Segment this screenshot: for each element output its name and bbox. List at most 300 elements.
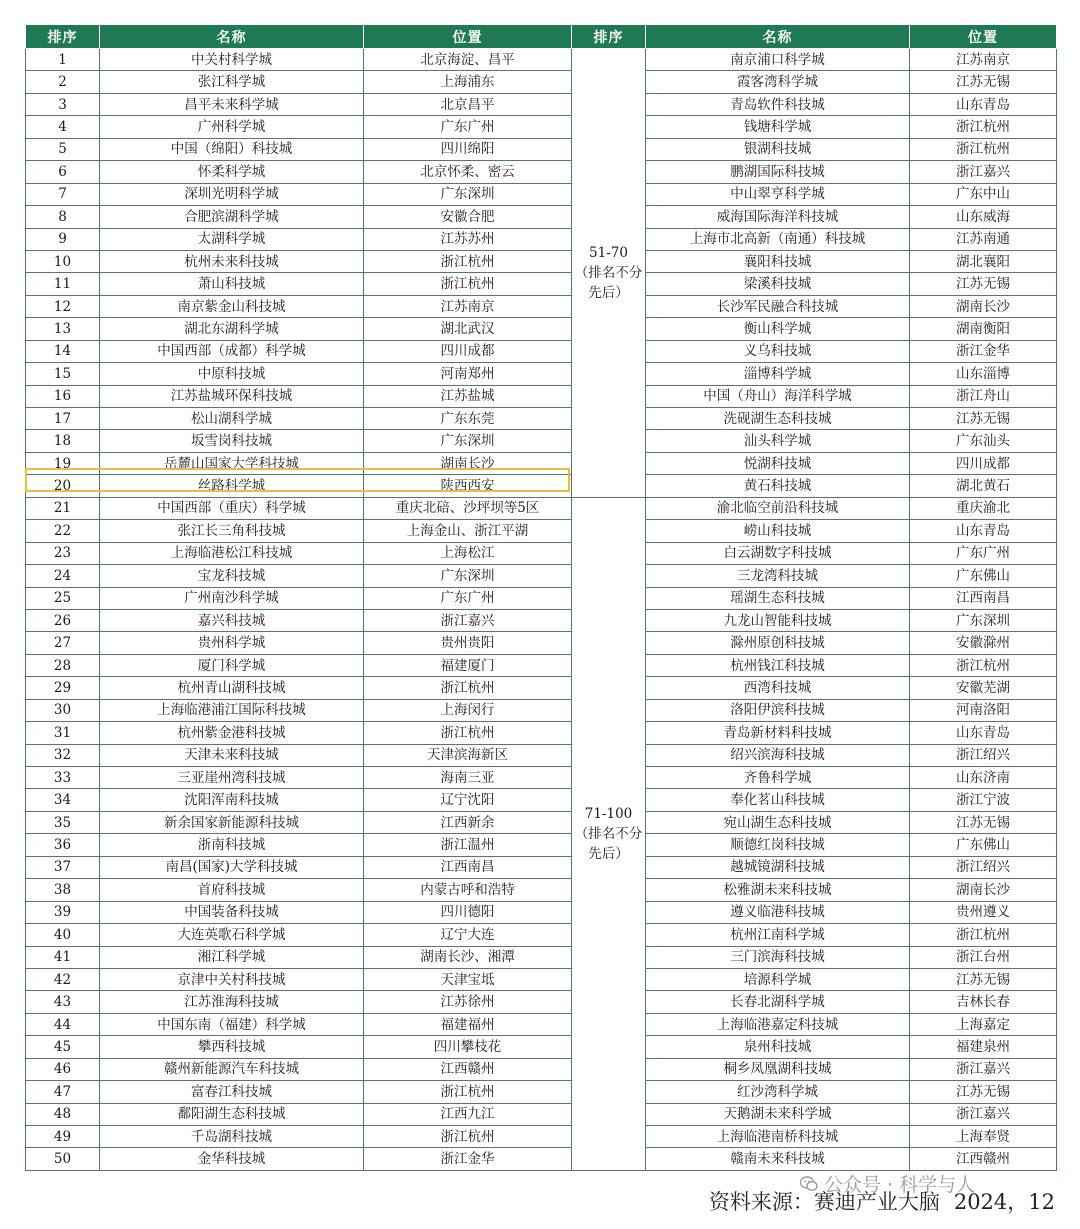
location-cell: 广东深圳 <box>364 183 572 205</box>
table-row <box>26 408 1057 430</box>
rank-cell: 44 <box>26 1013 100 1035</box>
location-cell: 北京怀柔、密云 <box>364 161 572 183</box>
header-name: 名称 <box>100 25 364 49</box>
name-cell: 上海临港松江科技城 <box>100 542 364 564</box>
location-cell: 江苏盐城 <box>364 385 572 407</box>
name-cell: 太湖科学城 <box>100 228 364 250</box>
location-cell-right: 安徽滁州 <box>910 632 1057 654</box>
rank-cell: 27 <box>26 632 100 654</box>
location-cell: 福建厦门 <box>364 654 572 676</box>
name-cell: 松山湖科学城 <box>100 408 364 430</box>
name-cell-right: 梁溪科技城 <box>646 273 910 295</box>
table-row <box>26 699 1057 721</box>
location-cell: 湖北武汉 <box>364 318 572 340</box>
name-cell-right: 滁州原创科技城 <box>646 632 910 654</box>
name-cell: 张江长三角科技城 <box>100 520 364 542</box>
name-cell-right: 衡山科学城 <box>646 318 910 340</box>
table-row <box>26 93 1057 115</box>
name-cell-right: 青岛新材料科技城 <box>646 722 910 744</box>
rank-cell: 25 <box>26 587 100 609</box>
name-cell: 新余国家新能源科技城 <box>100 811 364 833</box>
table-row <box>26 1058 1057 1080</box>
location-cell-right: 湖南长沙 <box>910 879 1057 901</box>
location-cell: 四川德阳 <box>364 901 572 923</box>
location-cell-right: 福建泉州 <box>910 1036 1057 1058</box>
location-cell-right: 广东汕头 <box>910 430 1057 452</box>
location-cell-right: 广东佛山 <box>910 834 1057 856</box>
location-cell: 江西南昌 <box>364 856 572 878</box>
name-cell-right: 上海市北高新（南通）科技城 <box>646 228 910 250</box>
footer-source: 赛迪产业大脑 <box>813 1190 940 1214</box>
rank-cell: 23 <box>26 542 100 564</box>
location-cell-right: 浙江舟山 <box>910 385 1057 407</box>
rank-cell: 37 <box>26 856 100 878</box>
location-cell: 海南三亚 <box>364 767 572 789</box>
name-cell: 丝路科学城 <box>100 475 364 497</box>
rank-cell: 15 <box>26 363 100 385</box>
location-cell: 重庆北碚、沙坪坝等5区 <box>364 497 572 519</box>
table-row <box>26 542 1057 564</box>
name-cell: 中关村科学城 <box>100 49 364 71</box>
location-cell: 江苏徐州 <box>364 991 572 1013</box>
rank-cell: 1 <box>26 49 100 71</box>
table-row <box>26 228 1057 250</box>
name-cell: 天津未来科技城 <box>100 744 364 766</box>
location-cell: 湖南长沙 <box>364 452 572 474</box>
rank-cell: 20 <box>26 475 100 497</box>
name-cell-right: 洗砚湖生态科技城 <box>646 408 910 430</box>
name-cell: 三亚崖州湾科技城 <box>100 767 364 789</box>
rank-cell: 28 <box>26 654 100 676</box>
rank-cell: 7 <box>26 183 100 205</box>
table-row <box>26 856 1057 878</box>
table-row <box>26 250 1057 272</box>
location-cell: 陕西西安 <box>364 475 572 497</box>
rank-cell: 45 <box>26 1036 100 1058</box>
rank-cell: 13 <box>26 318 100 340</box>
rank-cell: 33 <box>26 767 100 789</box>
rank-cell: 40 <box>26 924 100 946</box>
name-cell-right: 红沙湾科学城 <box>646 1081 910 1103</box>
name-cell-right: 霞客湾科学城 <box>646 71 910 93</box>
header-location-right: 位置 <box>910 25 1057 49</box>
location-cell-right: 广东广州 <box>910 542 1057 564</box>
rank-cell: 22 <box>26 520 100 542</box>
rank-cell: 8 <box>26 206 100 228</box>
name-cell-right: 顺德红岗科技城 <box>646 834 910 856</box>
table-row <box>26 901 1057 923</box>
table-body <box>26 49 1057 1171</box>
name-cell: 富春江科技城 <box>100 1081 364 1103</box>
location-cell-right: 浙江杭州 <box>910 116 1057 138</box>
name-cell: 嘉兴科技城 <box>100 609 364 631</box>
table-row <box>26 363 1057 385</box>
name-cell: 贵州科学城 <box>100 632 364 654</box>
location-cell: 江西新余 <box>364 811 572 833</box>
table-row <box>26 273 1057 295</box>
name-cell-right: 义乌科技城 <box>646 340 910 362</box>
location-cell: 浙江杭州 <box>364 677 572 699</box>
name-cell: 金华科技城 <box>100 1148 364 1170</box>
name-cell-right: 遵义临港科技城 <box>646 901 910 923</box>
name-cell-right: 上海临港南桥科技城 <box>646 1126 910 1148</box>
location-cell-right: 安徽芜湖 <box>910 677 1057 699</box>
location-cell: 四川绵阳 <box>364 138 572 160</box>
location-cell-right: 浙江绍兴 <box>910 744 1057 766</box>
table-row <box>26 49 1057 71</box>
location-cell: 江苏苏州 <box>364 228 572 250</box>
rank-cell: 9 <box>26 228 100 250</box>
location-cell-right: 江苏无锡 <box>910 811 1057 833</box>
rank-cell: 12 <box>26 295 100 317</box>
table-row <box>26 565 1057 587</box>
name-cell-right: 齐鲁科学城 <box>646 767 910 789</box>
location-cell: 四川攀枝花 <box>364 1036 572 1058</box>
name-cell: 岳麓山国家大学科技城 <box>100 452 364 474</box>
rank-group-cell <box>572 497 646 1170</box>
name-cell-right: 瑶湖生态科技城 <box>646 587 910 609</box>
name-cell: 厦门科学城 <box>100 654 364 676</box>
location-cell-right: 江苏无锡 <box>910 71 1057 93</box>
table-row <box>26 475 1057 497</box>
name-cell: 中国装备科技城 <box>100 901 364 923</box>
location-cell: 浙江杭州 <box>364 250 572 272</box>
location-cell-right: 河南洛阳 <box>910 699 1057 721</box>
rank-group-cell <box>572 49 646 498</box>
table-row <box>26 789 1057 811</box>
rank-cell: 30 <box>26 699 100 721</box>
location-cell: 安徽合肥 <box>364 206 572 228</box>
name-cell-right: 黄石科技城 <box>646 475 910 497</box>
header-location: 位置 <box>364 25 572 49</box>
table-row <box>26 946 1057 968</box>
location-cell: 上海松江 <box>364 542 572 564</box>
rank-cell: 16 <box>26 385 100 407</box>
name-cell: 千岛湖科技城 <box>100 1126 364 1148</box>
name-cell-right: 崂山科技城 <box>646 520 910 542</box>
location-cell-right: 江苏南通 <box>910 228 1057 250</box>
name-cell: 合肥滨湖科学城 <box>100 206 364 228</box>
name-cell: 广州南沙科学城 <box>100 587 364 609</box>
table-row <box>26 116 1057 138</box>
location-cell-right: 浙江绍兴 <box>910 856 1057 878</box>
name-cell-right: 松雅湖未来科技城 <box>646 879 910 901</box>
location-cell: 浙江杭州 <box>364 722 572 744</box>
name-cell: 坂雪岗科技城 <box>100 430 364 452</box>
table-row <box>26 1081 1057 1103</box>
table-row <box>26 340 1057 362</box>
table-row <box>26 1036 1057 1058</box>
name-cell-right: 赣南未来科技城 <box>646 1148 910 1170</box>
name-cell-right: 鹏湖国际科技城 <box>646 161 910 183</box>
location-cell: 福建福州 <box>364 1013 572 1035</box>
location-cell-right: 湖北黄石 <box>910 475 1057 497</box>
table-row <box>26 609 1057 631</box>
rank-cell: 11 <box>26 273 100 295</box>
table-row <box>26 677 1057 699</box>
name-cell: 中国西部（重庆）科学城 <box>100 497 364 519</box>
location-cell: 广东深圳 <box>364 430 572 452</box>
name-cell-right: 三门滨海科技城 <box>646 946 910 968</box>
location-cell-right: 江西南昌 <box>910 587 1057 609</box>
rank-cell: 19 <box>26 452 100 474</box>
table-row <box>26 968 1057 990</box>
name-cell: 南京紫金山科技城 <box>100 295 364 317</box>
rank-cell: 10 <box>26 250 100 272</box>
table-row <box>26 654 1057 676</box>
location-cell-right: 江苏无锡 <box>910 968 1057 990</box>
location-cell: 江西赣州 <box>364 1058 572 1080</box>
rank-cell: 29 <box>26 677 100 699</box>
location-cell: 贵州贵阳 <box>364 632 572 654</box>
rank-cell: 5 <box>26 138 100 160</box>
name-cell-right: 杭州钱江科技城 <box>646 654 910 676</box>
name-cell-right: 泉州科技城 <box>646 1036 910 1058</box>
table-row <box>26 1126 1057 1148</box>
name-cell: 深圳光明科学城 <box>100 183 364 205</box>
table-row <box>26 767 1057 789</box>
table-row <box>26 632 1057 654</box>
rank-cell: 34 <box>26 789 100 811</box>
location-cell-right: 浙江台州 <box>910 946 1057 968</box>
name-cell-right: 天鹅湖未来科学城 <box>646 1103 910 1125</box>
name-cell-right: 杭州江南科学城 <box>646 924 910 946</box>
rank-cell: 24 <box>26 565 100 587</box>
location-cell: 广东广州 <box>364 116 572 138</box>
location-cell-right: 浙江嘉兴 <box>910 1058 1057 1080</box>
name-cell: 江苏盐城环保科技城 <box>100 385 364 407</box>
rank-cell: 49 <box>26 1126 100 1148</box>
table-row <box>26 430 1057 452</box>
name-cell-right: 西湾科技城 <box>646 677 910 699</box>
name-cell: 萧山科技城 <box>100 273 364 295</box>
rank-cell: 43 <box>26 991 100 1013</box>
location-cell: 北京昌平 <box>364 93 572 115</box>
name-cell-right: 淄博科学城 <box>646 363 910 385</box>
name-cell: 鄱阳湖生态科技城 <box>100 1103 364 1125</box>
name-cell-right: 上海临港嘉定科技城 <box>646 1013 910 1035</box>
location-cell-right: 湖南衡阳 <box>910 318 1057 340</box>
location-cell: 上海金山、浙江平湖 <box>364 520 572 542</box>
location-cell-right: 浙江金华 <box>910 340 1057 362</box>
name-cell-right: 南京浦口科学城 <box>646 49 910 71</box>
header-name-right: 名称 <box>646 25 910 49</box>
location-cell-right: 江苏无锡 <box>910 273 1057 295</box>
table-row <box>26 206 1057 228</box>
location-cell-right: 浙江嘉兴 <box>910 1103 1057 1125</box>
location-cell: 天津滨海新区 <box>364 744 572 766</box>
header-rank: 排序 <box>26 25 100 49</box>
name-cell: 杭州未来科技城 <box>100 250 364 272</box>
rank-cell: 17 <box>26 408 100 430</box>
rank-cell: 26 <box>26 609 100 631</box>
name-cell-right: 九龙山智能科技城 <box>646 609 910 631</box>
location-cell-right: 浙江宁波 <box>910 789 1057 811</box>
name-cell: 上海临港浦江国际科技城 <box>100 699 364 721</box>
location-cell: 辽宁沈阳 <box>364 789 572 811</box>
table-row <box>26 295 1057 317</box>
table-row <box>26 924 1057 946</box>
location-cell-right: 湖北襄阳 <box>910 250 1057 272</box>
name-cell-right: 威海国际海洋科技城 <box>646 206 910 228</box>
name-cell: 大连英歌石科学城 <box>100 924 364 946</box>
watermark-text: 公众号 · 科学与人 <box>824 1174 976 1196</box>
name-cell-right: 渝北临空前沿科技城 <box>646 497 910 519</box>
rank-cell: 32 <box>26 744 100 766</box>
location-cell-right: 四川成都 <box>910 452 1057 474</box>
rank-cell: 42 <box>26 968 100 990</box>
table-row <box>26 587 1057 609</box>
name-cell: 首府科技城 <box>100 879 364 901</box>
table-row <box>26 879 1057 901</box>
location-cell: 北京海淀、昌平 <box>364 49 572 71</box>
name-cell: 江苏淮海科技城 <box>100 991 364 1013</box>
table-row <box>26 318 1057 340</box>
location-cell-right: 山东淄博 <box>910 363 1057 385</box>
location-cell: 广东东莞 <box>364 408 572 430</box>
name-cell-right: 银湖科技城 <box>646 138 910 160</box>
name-cell-right: 长沙军民融合科技城 <box>646 295 910 317</box>
source-footer <box>709 1186 1055 1216</box>
name-cell-right: 襄阳科技城 <box>646 250 910 272</box>
table-row <box>26 385 1057 407</box>
location-cell: 广东广州 <box>364 587 572 609</box>
rank-cell: 39 <box>26 901 100 923</box>
location-cell-right: 上海嘉定 <box>910 1013 1057 1035</box>
name-cell: 宝龙科技城 <box>100 565 364 587</box>
table-row <box>26 161 1057 183</box>
table-row <box>26 497 1057 519</box>
name-cell: 攀西科技城 <box>100 1036 364 1058</box>
location-cell: 江西九江 <box>364 1103 572 1125</box>
name-cell: 怀柔科学城 <box>100 161 364 183</box>
location-cell: 浙江杭州 <box>364 273 572 295</box>
location-cell: 上海闵行 <box>364 699 572 721</box>
table-row <box>26 834 1057 856</box>
location-cell: 浙江温州 <box>364 834 572 856</box>
location-cell-right: 山东青岛 <box>910 93 1057 115</box>
table-row <box>26 991 1057 1013</box>
name-cell: 京津中关村科技城 <box>100 968 364 990</box>
header-rank-right: 排序 <box>572 25 646 49</box>
name-cell-right: 钱塘科学城 <box>646 116 910 138</box>
location-cell: 辽宁大连 <box>364 924 572 946</box>
location-cell-right: 上海奉贤 <box>910 1126 1057 1148</box>
table-row <box>26 520 1057 542</box>
location-cell-right: 广东佛山 <box>910 565 1057 587</box>
rank-cell: 31 <box>26 722 100 744</box>
footer-label: 资料来源： <box>708 1190 814 1214</box>
table-row <box>26 183 1057 205</box>
rank-group-note: （排名不分先后） <box>574 825 643 862</box>
name-cell: 浙南科技城 <box>100 834 364 856</box>
name-cell-right: 洛阳伊滨科技城 <box>646 699 910 721</box>
name-cell: 中原科技城 <box>100 363 364 385</box>
name-cell: 张江科学城 <box>100 71 364 93</box>
name-cell: 沈阳浑南科技城 <box>100 789 364 811</box>
table-row <box>26 744 1057 766</box>
name-cell-right: 三龙湾科技城 <box>646 565 910 587</box>
table-row <box>26 452 1057 474</box>
location-cell-right: 山东青岛 <box>910 520 1057 542</box>
rank-cell: 38 <box>26 879 100 901</box>
location-cell-right: 广东深圳 <box>910 609 1057 631</box>
rank-cell: 21 <box>26 497 100 519</box>
location-cell: 河南郑州 <box>364 363 572 385</box>
location-cell: 浙江金华 <box>364 1148 572 1170</box>
location-cell: 上海浦东 <box>364 71 572 93</box>
ranking-table <box>25 24 1057 1171</box>
name-cell-right: 青岛软件科技城 <box>646 93 910 115</box>
location-cell-right: 山东威海 <box>910 206 1057 228</box>
table-row <box>26 138 1057 160</box>
name-cell: 中国东南（福建）科学城 <box>100 1013 364 1035</box>
table-row <box>26 811 1057 833</box>
name-cell-right: 汕头科学城 <box>646 430 910 452</box>
location-cell: 广东深圳 <box>364 565 572 587</box>
name-cell-right: 中国（舟山）海洋科学城 <box>646 385 910 407</box>
location-cell-right: 江苏南京 <box>910 49 1057 71</box>
table-row <box>26 1148 1057 1170</box>
name-cell-right: 白云湖数字科技城 <box>646 542 910 564</box>
name-cell: 昌平未来科学城 <box>100 93 364 115</box>
location-cell-right: 江西赣州 <box>910 1148 1057 1170</box>
rank-cell: 46 <box>26 1058 100 1080</box>
location-cell: 湖南长沙、湘潭 <box>364 946 572 968</box>
name-cell: 赣州新能源汽车科技城 <box>100 1058 364 1080</box>
table-row <box>26 722 1057 744</box>
table-row <box>26 1013 1057 1035</box>
rank-cell: 2 <box>26 71 100 93</box>
name-cell: 中国西部（成都）科学城 <box>100 340 364 362</box>
location-cell: 江苏南京 <box>364 295 572 317</box>
location-cell: 浙江杭州 <box>364 1081 572 1103</box>
location-cell: 内蒙古呼和浩特 <box>364 879 572 901</box>
table-header-row <box>26 25 1057 49</box>
name-cell-right: 中山翠亨科学城 <box>646 183 910 205</box>
location-cell-right: 浙江杭州 <box>910 924 1057 946</box>
location-cell: 浙江杭州 <box>364 1126 572 1148</box>
name-cell-right: 绍兴滨海科技城 <box>646 744 910 766</box>
name-cell-right: 桐乡凤凰湖科技城 <box>646 1058 910 1080</box>
name-cell-right: 宛山湖生态科技城 <box>646 811 910 833</box>
location-cell-right: 山东济南 <box>910 767 1057 789</box>
name-cell: 杭州青山湖科技城 <box>100 677 364 699</box>
location-cell-right: 湖南长沙 <box>910 295 1057 317</box>
location-cell-right: 江苏无锡 <box>910 408 1057 430</box>
name-cell-right: 奉化茗山科技城 <box>646 789 910 811</box>
location-cell: 浙江嘉兴 <box>364 609 572 631</box>
location-cell-right: 浙江杭州 <box>910 138 1057 160</box>
rank-cell: 35 <box>26 811 100 833</box>
rank-cell: 14 <box>26 340 100 362</box>
rank-group-title: 71-100 <box>584 805 633 822</box>
location-cell-right: 广东中山 <box>910 183 1057 205</box>
rank-cell: 4 <box>26 116 100 138</box>
location-cell-right: 浙江杭州 <box>910 654 1057 676</box>
name-cell-right: 越城镜湖科技城 <box>646 856 910 878</box>
name-cell: 中国（绵阳）科技城 <box>100 138 364 160</box>
name-cell-right: 长春北湖科学城 <box>646 991 910 1013</box>
rank-cell: 18 <box>26 430 100 452</box>
rank-cell: 6 <box>26 161 100 183</box>
name-cell: 南昌(国家)大学科技城 <box>100 856 364 878</box>
name-cell-right: 培源科学城 <box>646 968 910 990</box>
name-cell: 湖北东湖科学城 <box>100 318 364 340</box>
footer-date: 2024，12 <box>953 1190 1055 1214</box>
rank-cell: 48 <box>26 1103 100 1125</box>
location-cell: 四川成都 <box>364 340 572 362</box>
